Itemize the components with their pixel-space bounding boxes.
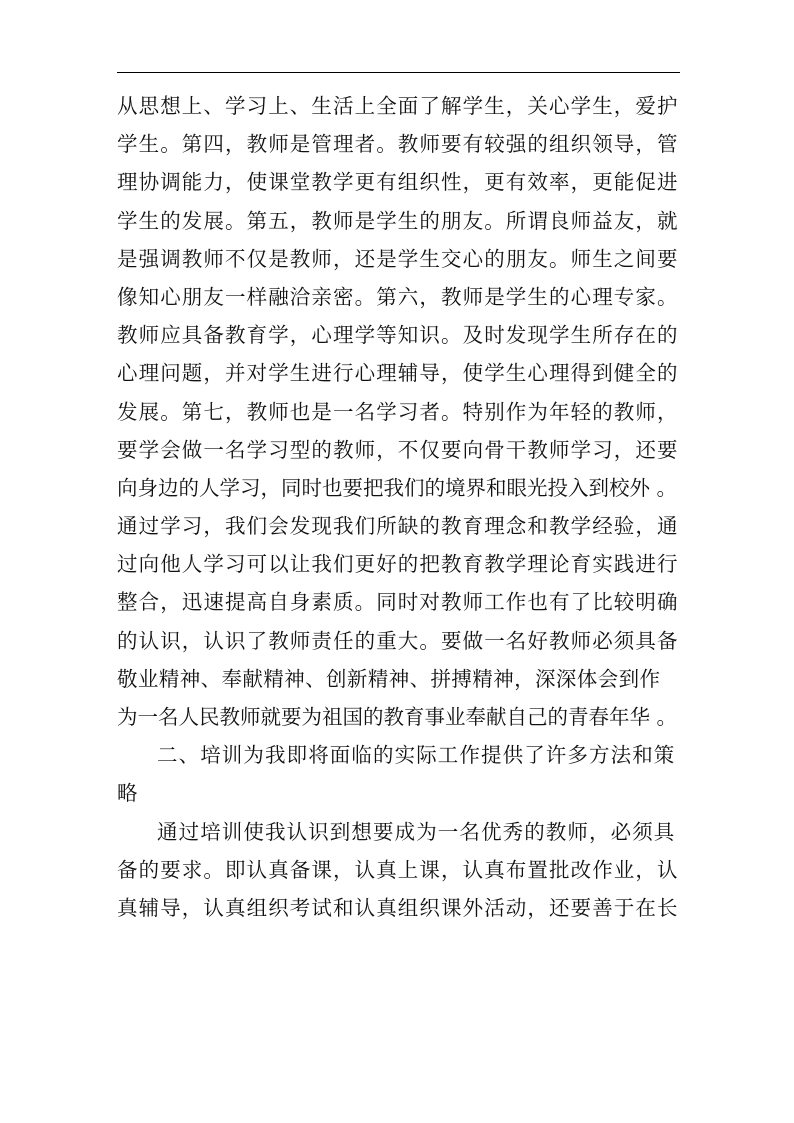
section-heading-line: 略 [117,781,139,806]
text-line: 敬业精神、奉献精神、创新精神、拼搏精神，深深体会到作 [117,666,661,691]
text-line: 心理问题，并对学生进行心理辅导，使学生心理得到健全的 [117,361,679,386]
text-line: 要学会做一名学习型的教师，不仅要向骨干教师学习，还要 [117,437,679,462]
text-line: 学生。第四，教师是管理者。教师要有较强的组织领导，管 [117,132,679,157]
text-line: 理协调能力，使课堂教学更有组织性，更有效率，更能促进 [117,170,679,195]
text-line: 过向他人学习可以让我们更好的把教育教学理论育实践进行 [117,552,679,577]
text-line: 向身边的人学习，同时也要把我们的境界和眼光投入到校外 。 [117,475,678,500]
text-line: 从思想上、学习上、生活上全面了解学生，关心学生，爱护 [117,94,679,118]
text-line: 的认识，认识了教师责任的重大。要做一名好教师必须具备 [117,628,679,653]
body-text [117,87,697,927]
text-line: 发展。第七，教师也是一名学习者。特别作为年轻的教师， [117,399,679,424]
text-line: 是强调教师不仅是教师，还是学生交心的朋友。师生之间要 [117,246,679,271]
text-line: 教师应具备教育学，心理学等知识。及时发现学生所存在的 [117,323,679,348]
text-line: 通过培训使我认识到想要成为一名优秀的教师，必须具 [157,819,676,844]
text-line: 为一名人民教师就要为祖国的教育事业奉献自己的青春年华 。 [117,705,678,729]
text-line: 学生的发展。第五，教师是学生的朋友。所谓良师益友，就 [117,208,679,233]
header-rule [117,72,680,73]
text-line: 像知心朋友一样融洽亲密。第六，教师是学生的心理专家。 [117,284,679,309]
section-heading-line: 二、培训为我即将面临的实际工作提供了许多方法和策 [157,743,676,768]
text-line: 真辅导，认真组织考试和认真组织课外活动，还要善于在长 [117,895,679,920]
text-line: 整合，迅速提高自身素质。同时对教师工作也有了比较明确 [117,590,679,615]
text-line: 通过学习，我们会发现我们所缺的教育理念和教学经验，通 [117,514,679,539]
text-line: 备的要求。即认真备课，认真上课，认真布置批改作业，认 [117,857,679,882]
